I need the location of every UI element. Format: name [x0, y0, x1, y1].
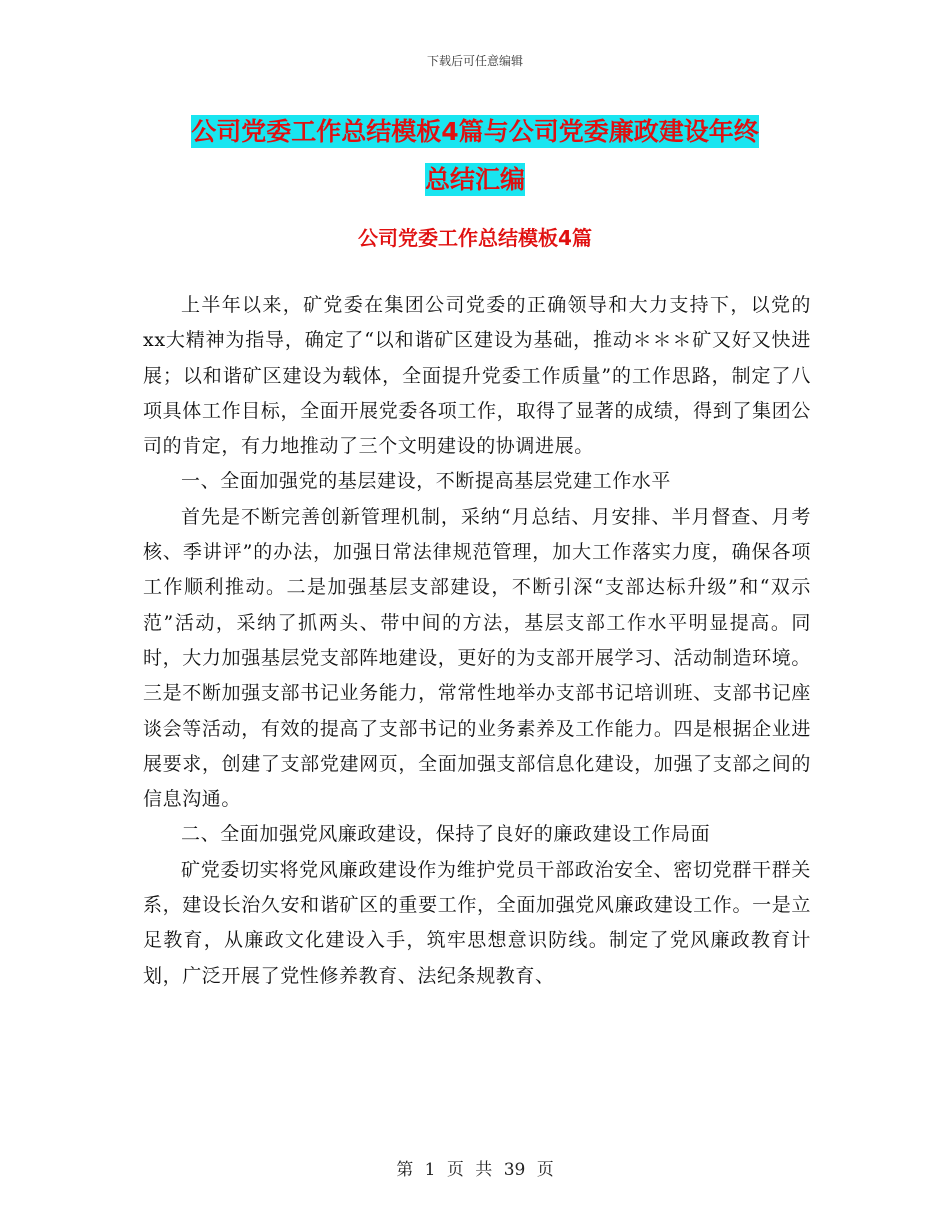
document-title-line-2: 总结汇编 [424, 165, 525, 194]
paragraph: 上半年以来，矿党委在集团公司党委的正确领导和大力支持下，以党的xx大精神为指导，确定了“以和谐矿区建设为基础，推动＊＊＊矿又好又快进展；以和谐矿区建设为载体，全面提升党委工作质量”的工作思路，制定了八项具体工作目标，全面开展党委各项工作，取得了显著的成绩，得到了集团公司的肯定，有力地推动了三个文明建设的协调进展。 [143, 294, 811, 458]
section-heading: 一、全面加强党的基层建设，不断提高基层党建工作水平 [181, 470, 672, 493]
paragraph: 首先是不断完善创新管理机制，采纳“月总结、月安排、半月督查、月考核、季讲评”的办法，加强日常法律规范管理，加大工作落实力度，确保各项工作顺利推动。二是加强基层支部建设，不断引深“支部达标升级”和“双示范”活动，采纳了抓两头、带中间的方法，基层支部工作水平明显提高。同时，大力加强基层党支部阵地建设，更好的为支部开展学习、活动制造环境。三是不断加强支部书记业务能力，常常性地举办支部书记培训班、支部书记座谈会等活动，有效的提高了支部书记的业务素养及工作能力。四是根据企业进展要求，创建了支部党建网页，全面加强支部信息化建设，加强了支部之间的信息沟通。 [143, 505, 811, 811]
section-heading: 二、全面加强党风廉政建设，保持了良好的廉政建设工作局面 [181, 823, 711, 846]
paragraph: 矿党委切实将党风廉政建设作为维护党员干部政治安全、密切党群干群关系，建设长治久安和谐矿区的重要工作，全面加强党风廉政建设工作。一是立足教育，从廉政文化建设入手，筑牢思想意识防线。制定了党风廉政教育计划，广泛开展了党性修养教育、法纪条规教育、 [143, 858, 811, 987]
page-number-footer: 第 1 页 共 39 页 [396, 1160, 554, 1180]
document-title-line-1: 公司党委工作总结模板4篇与公司党委廉政建设年终 [191, 117, 759, 146]
section-title: 公司党委工作总结模板4篇 [358, 226, 592, 250]
document-body [143, 288, 811, 994]
document-title [140, 108, 810, 204]
page-header-note: 下载后可任意编辑 [426, 54, 523, 68]
